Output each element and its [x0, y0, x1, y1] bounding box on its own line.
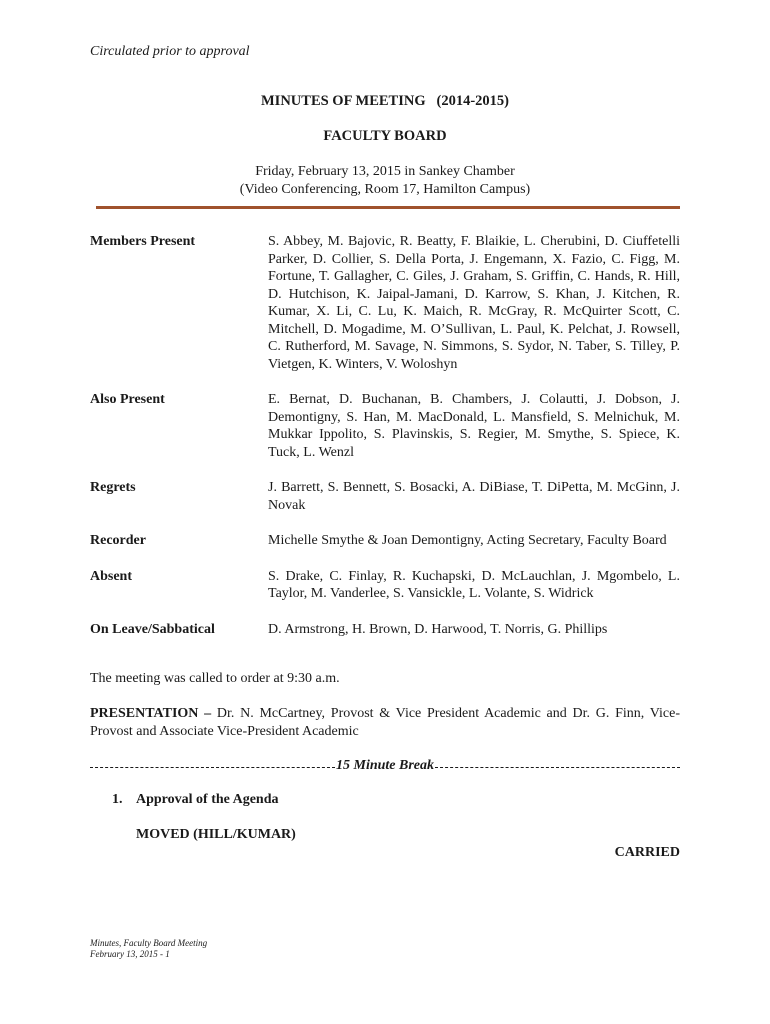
- document-title: MINUTES OF MEETING (2014-2015): [261, 93, 509, 109]
- attendance-value: Michelle Smythe & Joan Demontigny, Acting Secretary, Faculty Board: [268, 533, 667, 548]
- presentation-paragraph: [90, 705, 680, 741]
- attendance-value: D. Armstrong, H. Brown, D. Harwood, T. Norris, G. Phillips: [268, 621, 608, 637]
- meeting-location: (Video Conferencing, Room 17, Hamilton Campus): [239, 182, 531, 197]
- attendance-label: Members Present: [90, 234, 196, 249]
- attendance-value: J. Barrett, S. Bennett, S. Bosacki, A. DiBiase, T. DiPetta, M. McGinn, J. Novak: [268, 480, 680, 513]
- attendance-row: [90, 233, 680, 373]
- attendance-row: [90, 621, 680, 639]
- agenda-number: 1.: [112, 792, 123, 807]
- attendance-label: Absent: [90, 568, 133, 584]
- motion-moved: MOVED (HILL/KUMAR): [136, 827, 296, 842]
- header-rule: [96, 206, 680, 209]
- break-divider: [90, 756, 680, 776]
- presentation-label: PRESENTATION –: [90, 706, 212, 721]
- page-footer: [90, 938, 207, 960]
- footer-line: February 13, 2015 - 1: [90, 949, 170, 959]
- attendance-value: S. Drake, C. Finlay, R. Kuchapski, D. McLauchlan, J. Mgombelo, L. Taylor, M. Vanderlee, S. Vansickle, L. Volante, S. Widrick: [268, 568, 680, 601]
- agenda-title: Approval of the Agenda: [136, 792, 279, 807]
- attendance-row: [90, 532, 680, 550]
- footer-line: Minutes, Faculty Board Meeting: [90, 938, 208, 948]
- attendance-label: Also Present: [90, 392, 165, 407]
- agenda-item: [112, 792, 278, 808]
- break-label: 15 Minute Break: [336, 758, 435, 773]
- attendance-label: Recorder: [90, 533, 146, 548]
- attendance-row: [90, 479, 680, 514]
- attendance-row: [90, 568, 680, 603]
- attendance-value: S. Abbey, M. Bajovic, R. Beatty, F. Blaikie, L. Cherubini, D. Ciuffetelli Parker, D. Collier, S. Della Porta, J. Engemann, X. Fazio, C. Figg, M. Fortune, T. Gallagher, C. Giles, J. Graham, S. Griffin, C. Hands, R. Hill, D. Hutchison, K. Jaipal-Jamani, D. Karrow, S. Khan, J. Kitchen, R. Kumar, X. Li, C. Lu, K. Maich, R. McGray, R. McQuirter Scott, C. Mitchell, D. Mogadime, M. O’Sullivan, L. Paul, K. Pelchat, J. Rowsell, C. Rutherford, M. Savage, N. Simmons, S. Sydor, N. Taber, S. Tilley, P. Vietgen, K. Winters, V. Woloshyn: [268, 234, 680, 372]
- attendance-label: On Leave/Sabbatical: [90, 621, 215, 637]
- call-to-order: The meeting was called to order at 9:30 a.m.: [90, 671, 340, 686]
- motion-result: CARRIED: [614, 845, 680, 860]
- attendance-list: [90, 233, 680, 638]
- divider-line-left: [90, 767, 335, 768]
- header-note: Circulated prior to approval: [90, 44, 250, 59]
- attendance-value: E. Bernat, D. Buchanan, B. Chambers, J. Colautti, J. Dobson, J. Demontigny, S. Han, M. MacDonald, L. Mansfield, S. Melnichuk, M. Mukkar Ippolito, S. Plavinskis, S. Regier, M. Smythe, S. Spiece, K. Tuck, L. Wenzl: [268, 392, 680, 460]
- presentation-text: Dr. N. McCartney, Provost & Vice President Academic and Dr. G. Finn, Vice-Provost and Associate Vice-President Academic: [90, 706, 681, 739]
- attendance-row: [90, 391, 680, 461]
- divider-line-right: [435, 767, 680, 768]
- attendance-label: Regrets: [90, 480, 136, 495]
- meeting-date: Friday, February 13, 2015 in Sankey Chamber: [255, 164, 515, 179]
- document-subtitle: FACULTY BOARD: [323, 128, 447, 144]
